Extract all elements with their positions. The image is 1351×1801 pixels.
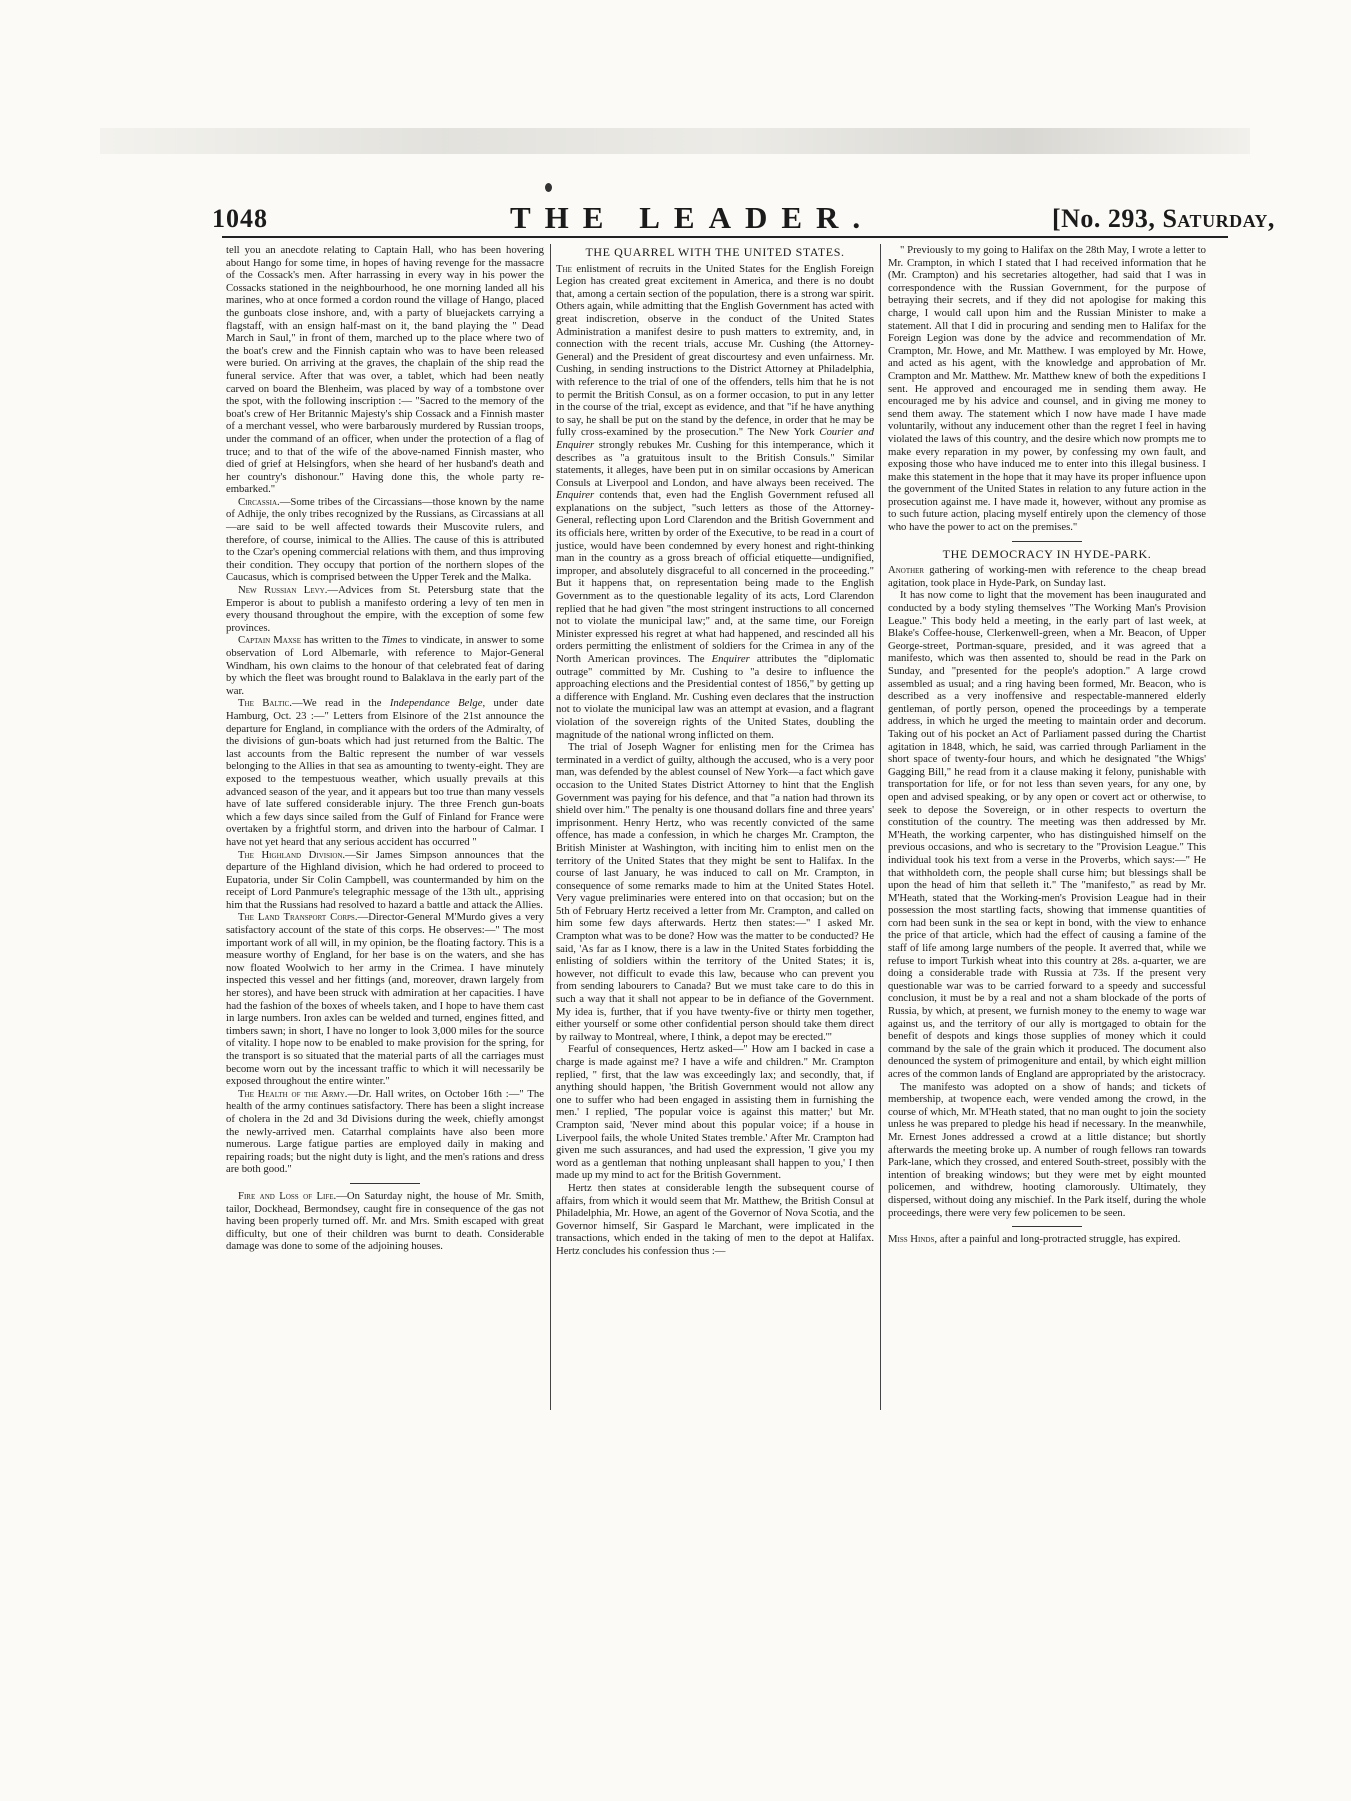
header-rule bbox=[222, 236, 1228, 238]
paragraph-russian-levy: New Russian Levy.—Advices from St. Petersburg state that the Emperor is about to publish a manifesto ordering a levy of ten men in every thousand throughout the empire, with the exception of some few provinces. bbox=[226, 584, 544, 634]
section-divider bbox=[1012, 1226, 1082, 1227]
issue-info bbox=[1052, 204, 1275, 234]
paragraph-hertz-statement: " Previously to my going to Halifax on the 28th May, I wrote a letter to Mr. Crampton, in which I stated that I had received information that he (Mr. Crampton) and his secretaries altogether, had said that I was in correspondence with the Russian Government, for the purpose of betraying their secrets, and if they did not apologise for making this charge, I would call upon him and the Russian Minister to make a statement. All that I did in procuring and sending men to Halifax for the Foreign Legion was done by the advice and recommendation of Mr. Crampton, Mr. Howe, and Mr. Matthew. I was employed by Mr. Howe, and acted as his agent, with the knowledge and approbation of Mr. Crampton and Mr. Matthew. Mr. Matthew knew of both the expeditions I sent. He approved and encouraged me in sending them away. He encouraged me by his advice and counsel, and in giving me money to send them away. The statement which I now have made I have made voluntarily, without any inducement other than the regret I feel in having violated the laws of this country, and the desire which now prompts me to make every reparation in my power, by confessing my own fault, and exposing those who have induced me to enter into this illegal business. I make this statement in the hope that it may have its proper influence upon the government of the United States in relation to any future action in the prosecution against me. I have made it, however, without any promise as to such future action, placing myself entirely upon the clemency of those who have the power to act on the premises." bbox=[888, 244, 1206, 534]
paragraph-hango: tell you an anecdote relating to Captain Hall, who has been hovering about Hango for some time, in hopes of having revenge for the massacre of the Cossack's men. After harrassing in every way in his power the Cossacks stationed in the neighbourhood, he one morning landed all his marines, who at once formed a cordon round the village of Hango, placed the gunboats close inshore, and, with a party of bluejackets carrying a flagstaff, with an ensign half-mast on it, the band playing the " Dead March in Saul," in front of them, marched up to the place where two of the boat's crew and the Finnish captain who was to have been released were buried. On arriving at the graves, the chaplain of the ship read the funeral service. After that was over, a tablet, which had been neatly carved on board the Blenheim, was placed by way of a tombstone over the spot, with the following inscription :— "Sacred to the memory of the boat's crew of Her Britannic Majesty's ship Cossack and a Finnish master of a merchant vessel, who were barbarously murdered by Russian troops, under the command of an officer, when under the protection of a flag of truce; and to that of the wife of the above-named Finnish master, who died of grief at Helsingfors, when she heard of her husband's death and her country's dishonour." Having done this, the whole party re-embarked." bbox=[226, 244, 544, 496]
issue-day: Saturday, bbox=[1162, 204, 1275, 233]
masthead: THE LEADER. bbox=[510, 200, 875, 235]
section-divider bbox=[350, 1183, 420, 1184]
column-left bbox=[226, 244, 544, 1253]
column-middle bbox=[556, 244, 874, 1258]
paragraph-gathering: Another gathering of working-men with reference to the cheap bread agitation, took place in Hyde-Park, on Sunday last. bbox=[888, 564, 1206, 589]
ink-blot bbox=[545, 183, 552, 192]
column-rule bbox=[880, 244, 881, 1410]
paragraph-captain-maxse: Captain Maxse has written to the Times to vindicate, in answer to some observation of Lord Albemarle, with reference to Major-General Windham, his own claims to the honour of that celebrated feat of daring by which the fleet was brought round to Balaklava in the early part of the war. bbox=[226, 634, 544, 697]
paragraph-miss-hinds: Miss Hinds, after a painful and long-protracted struggle, has expired. bbox=[888, 1233, 1181, 1246]
heading-quarrel-united-states: THE QUARREL WITH THE UNITED STATES. bbox=[585, 245, 845, 259]
paragraph-hertz-fearful: Fearful of consequences, Hertz asked—" How am I backed in case a charge is made against me? I have a wife and children." Mr. Crampton replied, " first, that the law was exceedingly lax; and secondly, that, if anything should happen, 'the British Government would not allow any one to suffer who had been engaged in assisting them in furnishing the men.' I replied, 'The popular voice is against this matter;' but Mr. Crampton said, 'Never mind about this popular voice; if a house in Liverpool fails, the whole United States tremble.' After Mr. Crampton had given me such assurances, and had used the expression, 'I give you my word as a gentleman that nothing unpleasant shall happen to you,' I then made up my mind to act for the British Government. bbox=[556, 1043, 874, 1182]
paragraph-land-transport: The Land Transport Corps.—Director-General M'Murdo gives a very satisfactory account of the state of this corps. He observes:—" The most important work of all will, in my opinion, be the floating factory. This is a measure worthy of England, for her base is on the waters, and she has now floated Woolwich to her army in the Crimea. I have minutely inspected this vessel and her fittings (and, moreover, drawn largely from her stores), and have been struck with admiration at her capacities. I have had the fashion of the boxes of wheels taken, and I hope to have them cast in large numbers. Iron axles can be welded and turned, engines fitted, and timbers sawn; in short, I have no longer to look 3,000 miles for the source of vitality. I hope now to be enabled to make provision for the spring, for the transport is so situated that the material parts of all the carriages must become worn out by the incessant traffic to which it will necessarily be exposed throughout the entire winter." bbox=[226, 911, 544, 1088]
paragraph-provision-league: It has now come to light that the movement has been inaugurated and conducted by a body styling themselves "The Working Man's Provision League." This body held a meeting, in the early part of last week, at Blake's Coffee-house, Clerkenwell-green, when a Mr. Beacon, of Upper George-street, Portman-square, presided, and it was agreed that a manifesto, which was then assented to, should be read in the Park on Sunday, and "presented for the people's adoption." A large crowd assembled as usual; and a ring having been formed, Mr. Beacon, who is described as a very inoffensive and respectable-mannered elderly gentleman, of portly person, opened the proceedings by a temperate address, in which he urged the meeting to maintain order and decorum. Taking out of his pocket an Act of Parliament passed during the Chartist agitation in 1848, which, he said, was carried through Parliament in the short space of twenty-four hours, and which he designated "the Whigs' Gagging Bill," he read from it a clause making it felony, punishable with transportation for life, or for not less than seven years, for any one, by open and advised speaking, or by any open or covert act or otherwise, to seek to depose the Sovereign, or in other respects to overturn the constitution of the country. The meeting was then addressed by Mr. M'Heath, the working carpenter, who has distinguished himself on the previous occasions, and who is secretary to the "Provision League." This individual took his text from a verse in the Proverbs, which says:—" He that withholdeth corn, the people shall curse him; but blessings shall be upon the head of him that selleth it." The "manifesto," as read by Mr. M'Heath, stated that the Working-men's Provision League had in their possession the most startling facts, showing that immense quantities of corn had been sunk in the sea or kept in bond, with the view to enhance the price of that article, which had the effect of causing a famine of the staff of life among large numbers of the people. It averred that, while we refuse to import Turkish wheat into this country at 28s. a-quarter, we are doing a considerable trade with Russia at 73s. If the present very questionable war was to be carried forward to a speedy and successful conclusion, it must be by a real and not a sham blockade of the ports of Russia, by which, at present, we furnish money to the enemy to wage war against us, and the territory of our ally is mortgaged to obtain for the benefit of despots and kings those supplies of money which it could command by the sale of the grain which it produced. The document also denounced the system of primogeniture and entail, by which eight million acres of the common lands of England are appropriated by the aristocracy. bbox=[888, 589, 1206, 1080]
paragraph-wagner-trial: The trial of Joseph Wagner for enlisting men for the Crimea has terminated in a verdict of guilty, although the accused, who is a very poor man, was defended by the ablest counsel of New York—a fact which gave occasion to the United States District Attorney to hint that the English Government was paying for his defence, and that "a nation had thrown its shield over him." The penalty is one thousand dollars fine and three years' imprisonment. Henry Hertz, who was recently convicted of the same offence, has made a confession, in which he charges Mr. Crampton, the British Minister at Washington, with inciting him to enlist men on the territory of the United States that they might be sent to Halifax. In the course of last January, he was induced to call on Mr. Crampton, in consequence of some remarks made to him at the United States Hotel. Very vague preliminaries were entered into on that occasion; but on the 5th of February Hertz received a letter from Mr. Crampton, and called on him some few days afterwards. Hertz then states:—" I asked Mr. Crampton what was to be done? How was the matter to be conducted? He said, 'As far as I know, there is a law in the United States forbidding the enlisting of soldiers within the territory of the United States; it is, however, not difficult to evade this law, because who can prevent you from sending labourers to Canada? But we must take care to do this in such a way that it shall not appear to be in defiance of the Government. My idea is, further, that if you have twenty-five or thirty men together, either yourself or some other confidential person should take them direct by railway to Montreal, where, I think, a depot may be erected.'" bbox=[556, 741, 874, 1043]
paragraph-baltic: The Baltic.—We read in the Independance Belge, under date Hamburg, Oct. 23 :—" Letters from Elsinore of the 21st announce the departure for England, in compliance with the orders of the Admiralty, of the divisions of gun-boats which had just returned from the Baltic. The last accounts from the Baltic represent the number of war vessels belonging to the Allies in that sea as amounting to twenty-eight. They are exposed to the tempestuous weather, which usually prevails at this advanced season of the year, and it appears but too true than many vessels have of late suffered considerable injury. The three French gun-boats which a few days since sailed from the Gulf of Finland for France were overtaken by a frightful storm, and driven into the harbour of Calmar. I have not yet heard that any serious accident has occurred " bbox=[226, 697, 545, 848]
issue-number: [No. 293, bbox=[1052, 204, 1156, 233]
paragraph-enlistment: The enlistment of recruits in the United States for the English Foreign Legion has created great excitement in America, and there is no doubt that, among a certain section of the population, there is a strong war spirit. Others again, while admitting that the English Government has acted with great indiscretion, observe in the conduct of the United States Administration a manifest desire to push matters to extremity, and, in connection with the recent trials, accuse Mr. Cushing (the Attorney-General) and the President of great discourtesy and even unfairness. Mr. Cushing, in sending instructions to the District Attorney at Philadelphia, with reference to the trial of one of the offenders, tells him that he is not to permit the British Consul, as on a former occasion, to put in any letter in the course of the trial, except as evidence, and that "if he have anything to say, he shall be put on the stand by the defence, in order that he may be fully cross-examined by the prosecution." The New York Courier and Enquirer strongly rebukes Mr. Cushing for this intemperance, which it describes as "a gratuitous insult to the British Consuls." Similar statements, it alleges, have been put in on similar occasions by American Consuls at Liverpool and London, and have always been received. The Enquirer contends that, even had the English Government refused all explanations on the subject, "such letters as those of the Attorney-General, reflecting upon Lord Clarendon and the British Government and its officials here, written by order of the Executive, to be read in a court of justice, would have been condemned by every honest and right-thinking man in the country as a gross breach of official etiquette—undignified, improper, and absolutely disgraceful to all concerned in the proceeding." But it happens that, on representation being made to the English Government as to the questionable legality of its acts, Lord Clarendon replied that he had given "the most stringent instructions to all concerned not to violate the municipal law;" and, at the same time, our Foreign Minister expressed his regret at what had happened, and rescinded all his orders permitting the enlistment of soldiers for the Crimea in any of the North American provinces. The Enquirer attributes the "diplomatic outrage" committed by Mr. Cushing to "a desire to influence the approaching elections and the Presidential contest of 1856," by getting up a difference with England. Mr. Cushing even declares that the instruction not to violate the municipal law was an attempt at evasion, and a flagrant violation of the sovereign rights of the United States, doubling the magnitude of the national wrong inflicted on them. bbox=[556, 262, 874, 741]
paragraph-fire: Fire and Loss of Life.—On Saturday night, the house of Mr. Smith, tailor, Dockhead, Bermondsey, caught fire in consequence of the gas not having been properly turned off. Mr. and Mrs. Smith escaped with great difficulty, but one of their children was burnt to death. Considerable damage was done to some of the adjoining houses. bbox=[226, 1189, 545, 1253]
column-rule bbox=[550, 244, 551, 1410]
paragraph-circassia: Circassia.—Some tribes of the Circassians—those known by the name of Adhije, the only tribes recognized by the Russians, as Circassians at all—are said to be well affected towards their Muscovite rulers, and therefore, of course, inimical to the Allies. The cause of this is attributed to the Czar's opening commercial relations with them, and thus improving their condition. They occupy that portion of the northern slopes of the Caucasus, which is comprised between the Upper Terek and the Malka. bbox=[226, 495, 544, 584]
paragraph-manifesto-adopted: The manifesto was adopted on a show of hands; and tickets of membership, at twopence each, were vended among the crowd, in the course of which, Mr. M'Heath stated, that no man ought to join the society unless he was prepared to pledge his head if necessary. In the meanwhile, Mr. Ernest Jones addressed a crowd at a little distance; but shortly afterwards the meeting broke up. A number of rough fellows ran towards Park-lane, which they crossed, and entered South-street, possibly with the intention of breaking windows; but they were met by eight mounted policemen, and withdrew, hooting clamorously. Ultimately, they dispersed, without doing any mischief. In the Park itself, during the whole proceedings, there were very few policemen to be seen. bbox=[888, 1080, 1206, 1219]
heading-democracy-hyde-park: THE DEMOCRACY IN HYDE-PARK. bbox=[942, 546, 1152, 561]
column-right bbox=[888, 244, 1206, 1246]
page-number: 1048 bbox=[212, 204, 268, 233]
paragraph-hertz-confession: Hertz then states at considerable length the subsequent course of affairs, from which it would seem that Mr. Matthew, the British Consul at Philadelphia, Mr. Howe, an agent of the Governor of Nova Scotia, and the Governor himself, Sir Gaspard le Marchant, were implicated in the transactions, which ended in the taking of men to the depot at Halifax. Hertz concludes his confession thus :— bbox=[556, 1181, 874, 1257]
paragraph-highland-division: The Highland Division.—Sir James Simpson announces that the departure of the Highland division, which he had ordered to proceed to Eupatoria, under Sir Colin Campbell, was countermanded by him on the receipt of Lord Panmure's telegraphic message of the 13th ult., apprising him that the Russians had resolved to hazard a battle and attack the Allies. bbox=[226, 848, 544, 911]
scan-artifact-band bbox=[100, 128, 1250, 154]
paragraph-army-health: The Health of the Army.—Dr. Hall writes, on October 16th :—" The health of the army continues satisfactory. There has been a slight increase of cholera in the 2d and 3d Divisions during the week, chiefly amongst the newly-arrived men. Catarrhal complaints have also been more numerous. Large fatigue parties are employed daily in making and repairing roads; but the night duty is light, and the men's rations and dress are both good." bbox=[226, 1087, 544, 1176]
section-divider bbox=[1012, 541, 1082, 542]
